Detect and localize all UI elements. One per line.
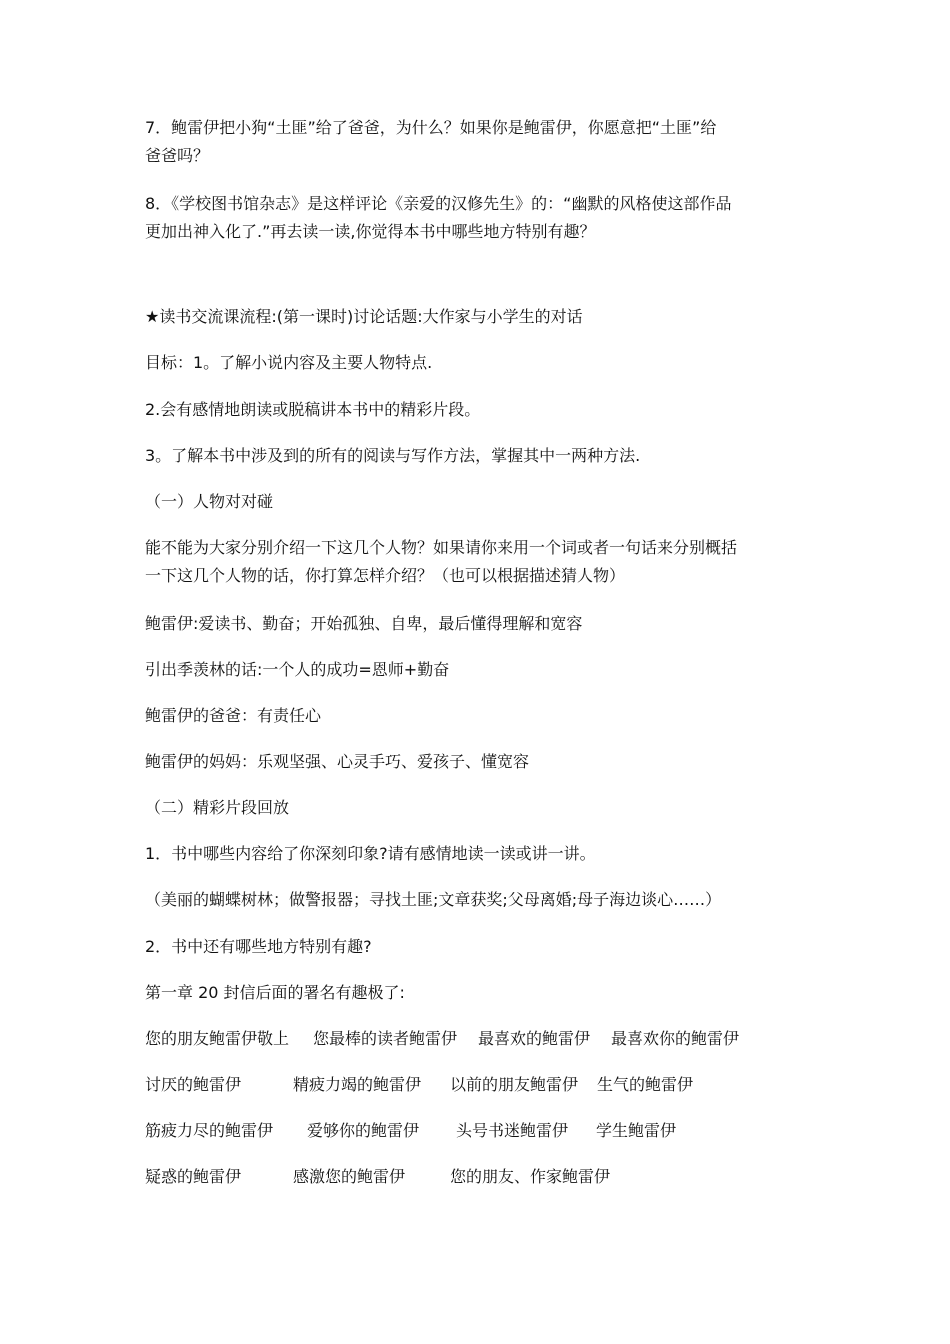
signature-item: 最喜欢你的鲍雷伊 <box>611 1029 740 1048</box>
quote-line: 引出季羡林的话:一个人的成功=恩师+勤奋 <box>145 660 450 679</box>
lesson-heading: ★读书交流课流程:(第一课时)讨论话题:大作家与小学生的对话 <box>145 307 583 326</box>
section-1-prompt <box>145 534 810 590</box>
character-father: 鲍雷伊的爸爸：有责任心 <box>145 706 322 725</box>
question-8 <box>145 190 810 246</box>
signature-item: 疑惑的鲍雷伊 <box>145 1167 242 1186</box>
signature-item: 讨厌的鲍雷伊 <box>145 1075 242 1094</box>
goal-2: 2.会有感情地朗读或脱稿讲本书中的精彩片段。 <box>145 400 481 419</box>
chapter-note: 第一章 20 封信后面的署名有趣极了: <box>145 983 405 1002</box>
question-8-line-1: 8．《学校图书馆杂志》是这样评论《亲爱的汉修先生》的：“幽默的风格使这部作品 <box>145 194 732 213</box>
question-8-line-2: 更加出神入化了.”再去读一读,你觉得本书中哪些地方特别有趣？ <box>145 222 596 241</box>
signature-item: 生气的鲍雷伊 <box>597 1075 694 1094</box>
signature-item: 爱够你的鲍雷伊 <box>307 1121 420 1140</box>
section-2-title: （二）精彩片段回放 <box>145 798 290 817</box>
question-7-line-2: 爸爸吗？ <box>145 146 210 165</box>
goal-3: 3。了解本书中涉及到的所有的阅读与写作方法，掌握其中一两种方法. <box>145 446 641 465</box>
section-1-title: （一）人物对对碰 <box>145 492 274 511</box>
signature-row-4 <box>145 1163 810 1191</box>
signature-item: 筋疲力尽的鲍雷伊 <box>145 1121 274 1140</box>
section-1-prompt-line-2: 一下这几个人物的话，你打算怎样介绍？（也可以根据描述猜人物） <box>145 566 626 585</box>
signature-item: 学生鲍雷伊 <box>596 1121 677 1140</box>
question-7 <box>145 114 810 170</box>
section-2-examples: （美丽的蝴蝶树林；做警报器；寻找土匪;文章获奖;父母离婚;母子海边谈心……） <box>145 890 722 909</box>
signature-item: 您的朋友、作家鲍雷伊 <box>450 1167 611 1186</box>
goal-1: 目标：1。了解小说内容及主要人物特点. <box>145 353 433 372</box>
signature-item: 最喜欢的鲍雷伊 <box>478 1029 591 1048</box>
signature-item: 精疲力竭的鲍雷伊 <box>293 1075 422 1094</box>
question-7-line-1: 7．鲍雷伊把小狗“土匪”给了爸爸，为什么？如果你是鲍雷伊，你愿意把“土匪”给 <box>145 118 717 137</box>
character-leigh: 鲍雷伊:爱读书、勤奋；开始孤独、自卑，最后懂得理解和宽容 <box>145 614 583 633</box>
signature-item: 您的朋友鲍雷伊敬上 <box>145 1029 290 1048</box>
signature-row-3 <box>145 1117 810 1145</box>
section-1-prompt-line-1: 能不能为大家分别介绍一下这几个人物？如果请你来用一个词或者一句话来分别概括 <box>145 538 738 557</box>
signature-item: 感激您的鲍雷伊 <box>293 1167 406 1186</box>
signature-item: 以前的朋友鲍雷伊 <box>450 1075 579 1094</box>
signature-item: 头号书迷鲍雷伊 <box>456 1121 569 1140</box>
section-2-question-1: 1．书中哪些内容给了你深刻印象?请有感情地读一读或讲一讲。 <box>145 844 596 863</box>
character-mother: 鲍雷伊的妈妈：乐观坚强、心灵手巧、爱孩子、懂宽容 <box>145 752 530 771</box>
signature-item: 您最棒的读者鲍雷伊 <box>313 1029 458 1048</box>
section-2-question-2: 2．书中还有哪些地方特别有趣? <box>145 937 372 956</box>
signature-row-1 <box>145 1025 810 1053</box>
signature-row-2 <box>145 1071 810 1099</box>
